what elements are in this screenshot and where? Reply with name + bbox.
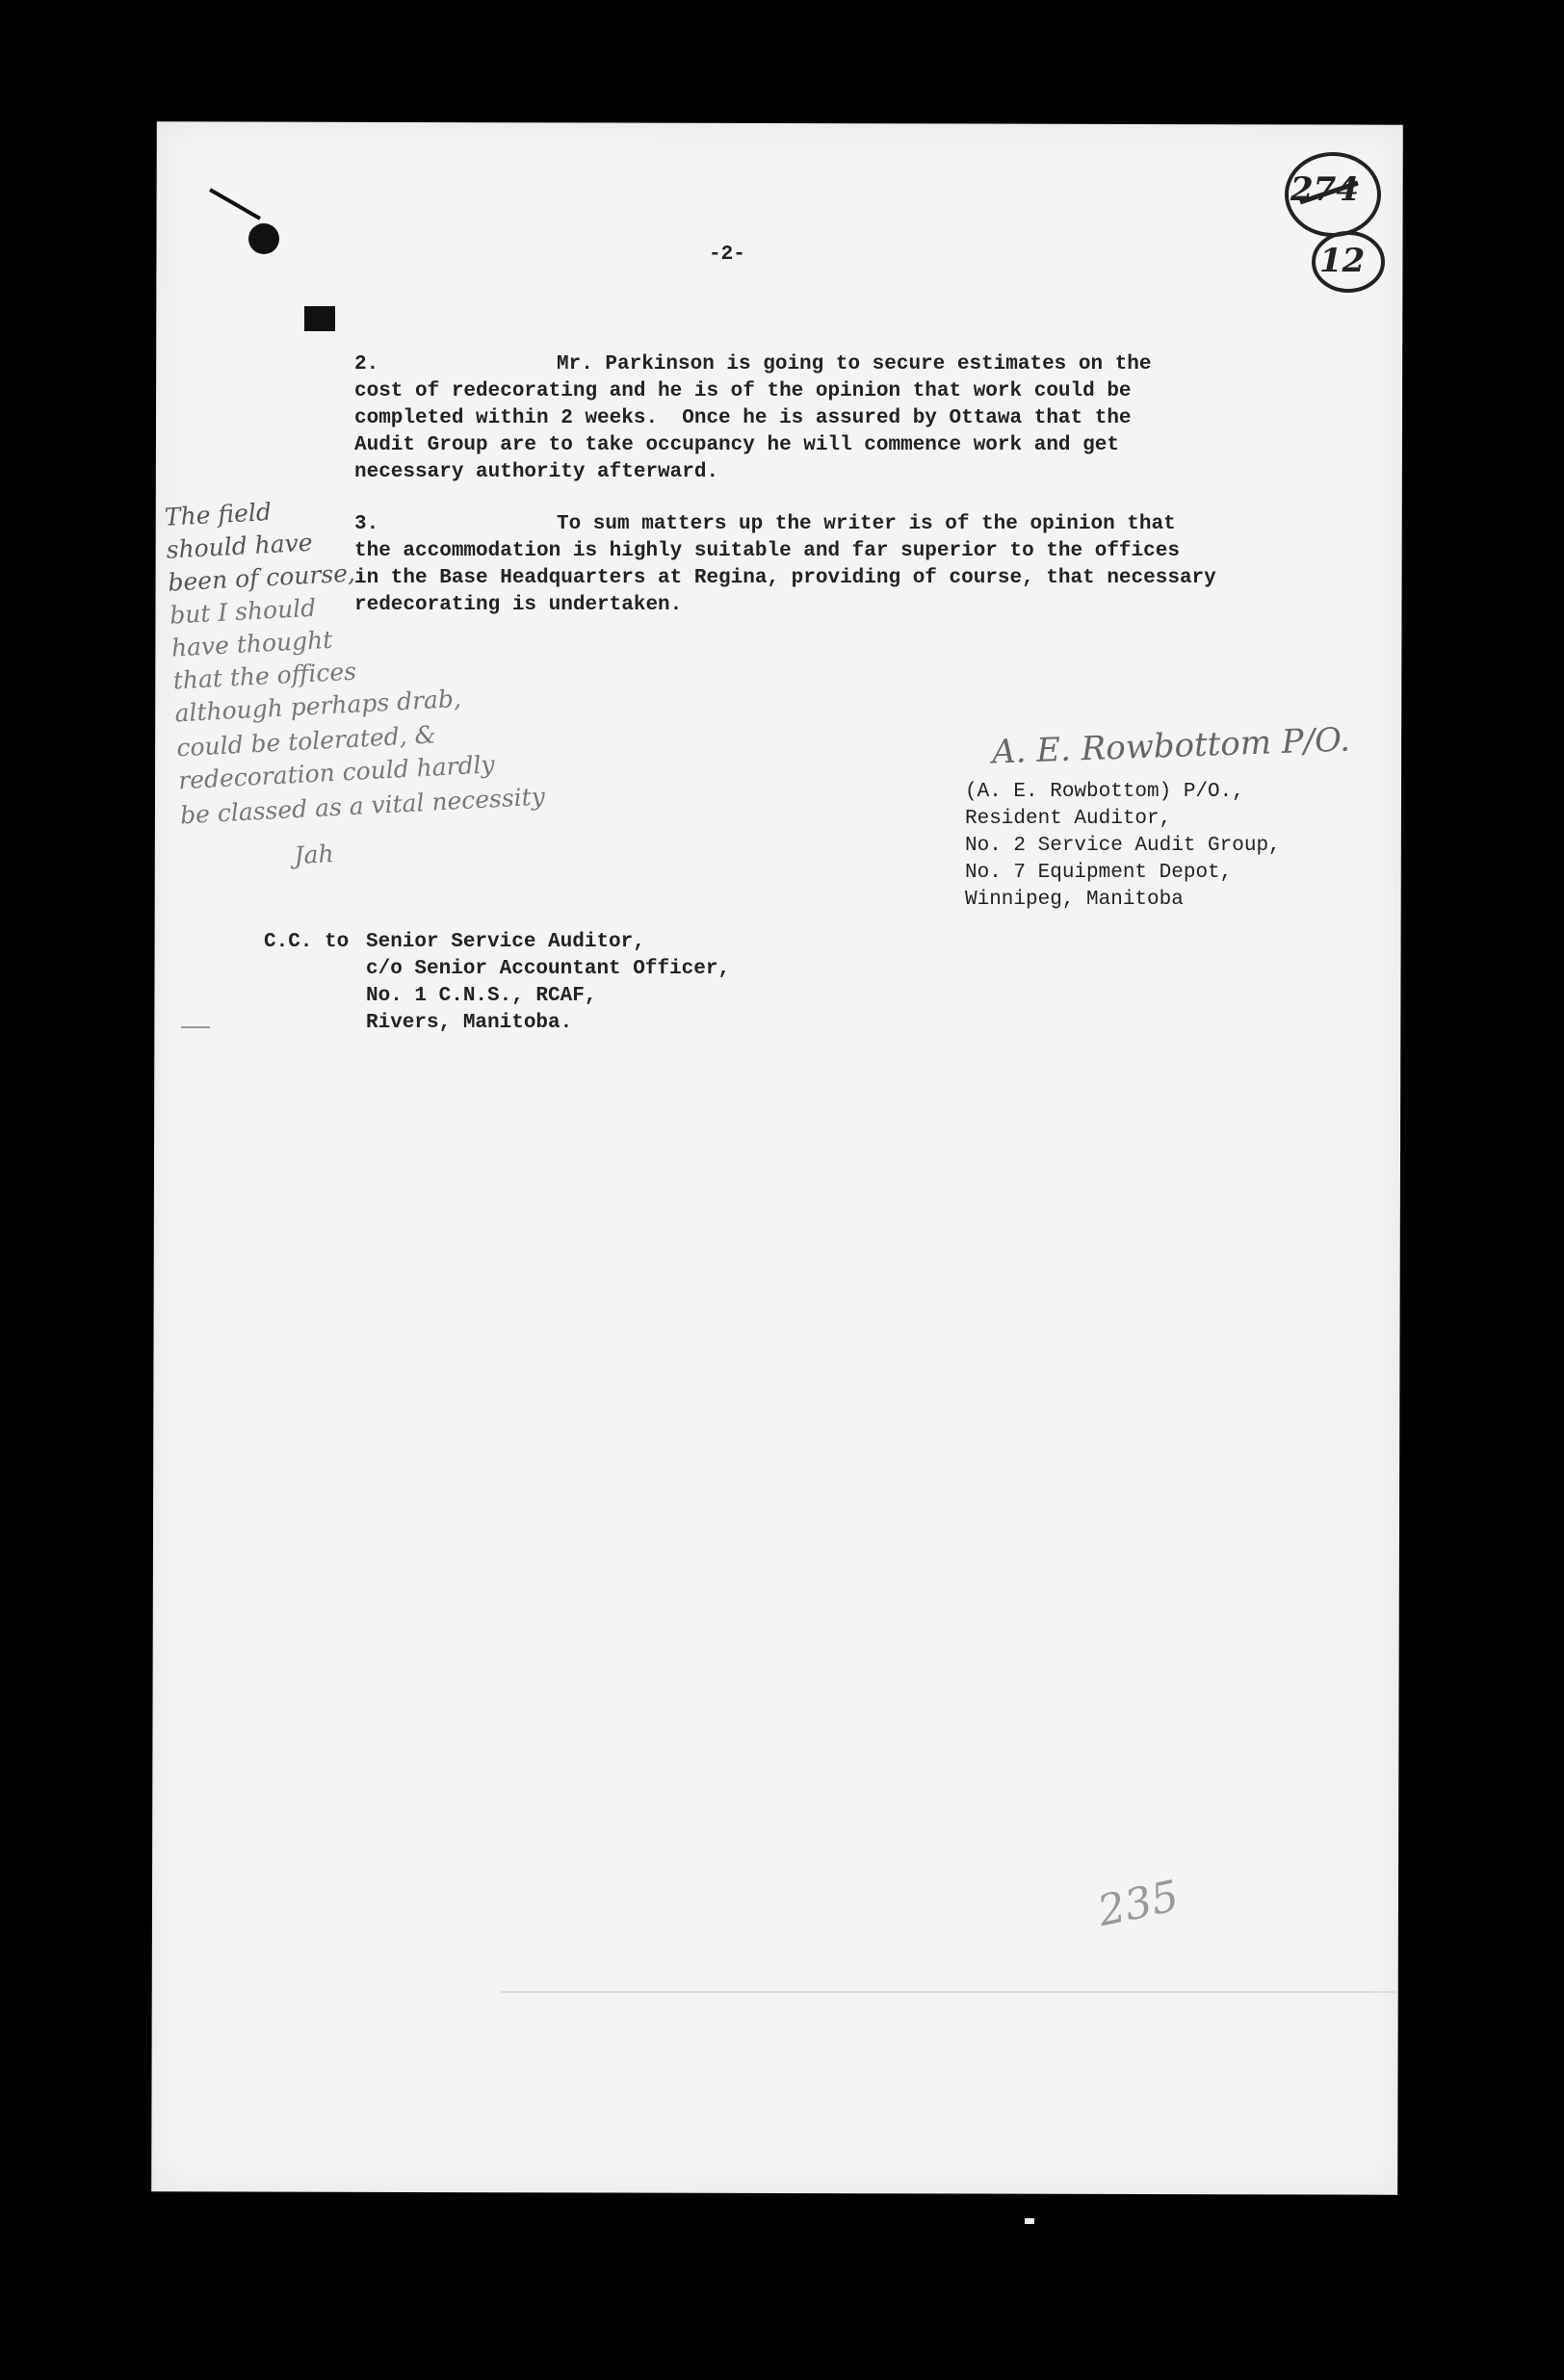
signature-line: (A. E. Rowbottom) P/O., <box>965 781 1244 803</box>
ink-blot <box>248 223 279 254</box>
para2-line: Audit Group are to take occupancy he will commence work and get <box>354 434 1119 456</box>
signature-line: Resident Auditor, <box>965 808 1172 830</box>
margin-note-line: been of course, <box>167 558 356 597</box>
para2-line: completed within 2 weeks. Once he is assured by Ottawa that the <box>354 407 1132 429</box>
margin-note-line: but I should <box>169 593 317 630</box>
margin-note-line: be classed as a vital necessity <box>179 782 546 830</box>
margin-note-line: that the offices <box>172 657 357 695</box>
margin-dash <box>181 1026 210 1028</box>
cc-line: c/o Senior Accountant Officer, <box>366 958 731 980</box>
margin-note-initials: Jah <box>293 840 335 870</box>
page-number: -2- <box>709 244 745 266</box>
signature-line: Winnipeg, Manitoba <box>965 889 1184 911</box>
para3-line: redecorating is undertaken. <box>354 594 683 616</box>
para3-line: in the Base Headquarters at Regina, providing of course, that necessary <box>354 567 1216 589</box>
corner-mark-top: 274 <box>1290 170 1359 209</box>
para3-line: the accommodation is highly suitable and far superior to the offices <box>354 540 1180 562</box>
para2-line: Mr. Parkinson is going to secure estimates on the <box>557 353 1152 375</box>
handwritten-signature: A. E. Rowbottom P/O. <box>991 720 1351 772</box>
margin-note-line: The field <box>164 497 273 531</box>
cc-line: No. 1 C.N.S., RCAF, <box>366 985 597 1007</box>
bottom-pencil-mark: 235 <box>1093 1871 1184 1937</box>
cc-line: Rivers, Manitoba. <box>366 1012 573 1034</box>
margin-note <box>160 476 662 905</box>
para3-line: To sum matters up the writer is of the opinion that <box>557 513 1176 535</box>
para3-number: 3. <box>354 513 379 535</box>
para2-line: necessary authority afterward. <box>354 461 719 483</box>
signature-line: No. 2 Service Audit Group, <box>965 835 1281 857</box>
cc-line: Senior Service Auditor, <box>366 931 645 953</box>
para2-line: cost of redecorating and he is of the opinion that work could be <box>354 380 1132 402</box>
margin-note-line: redecoration could hardly <box>177 750 496 795</box>
margin-note-line: could be tolerated, & <box>175 720 437 763</box>
signature-line: No. 7 Equipment Depot, <box>965 862 1233 884</box>
ink-blot-small <box>304 306 335 331</box>
para2-number: 2. <box>354 353 379 375</box>
margin-note-line: should have <box>165 528 314 564</box>
margin-note-line: have thought <box>170 625 333 662</box>
cc-prefix: C.C. to <box>264 931 350 953</box>
margin-note-line: although perhaps drab, <box>173 684 462 728</box>
corner-mark-bottom: 12 <box>1319 242 1366 280</box>
fold-line <box>501 1991 1396 1993</box>
scan-speck <box>1025 2218 1034 2224</box>
